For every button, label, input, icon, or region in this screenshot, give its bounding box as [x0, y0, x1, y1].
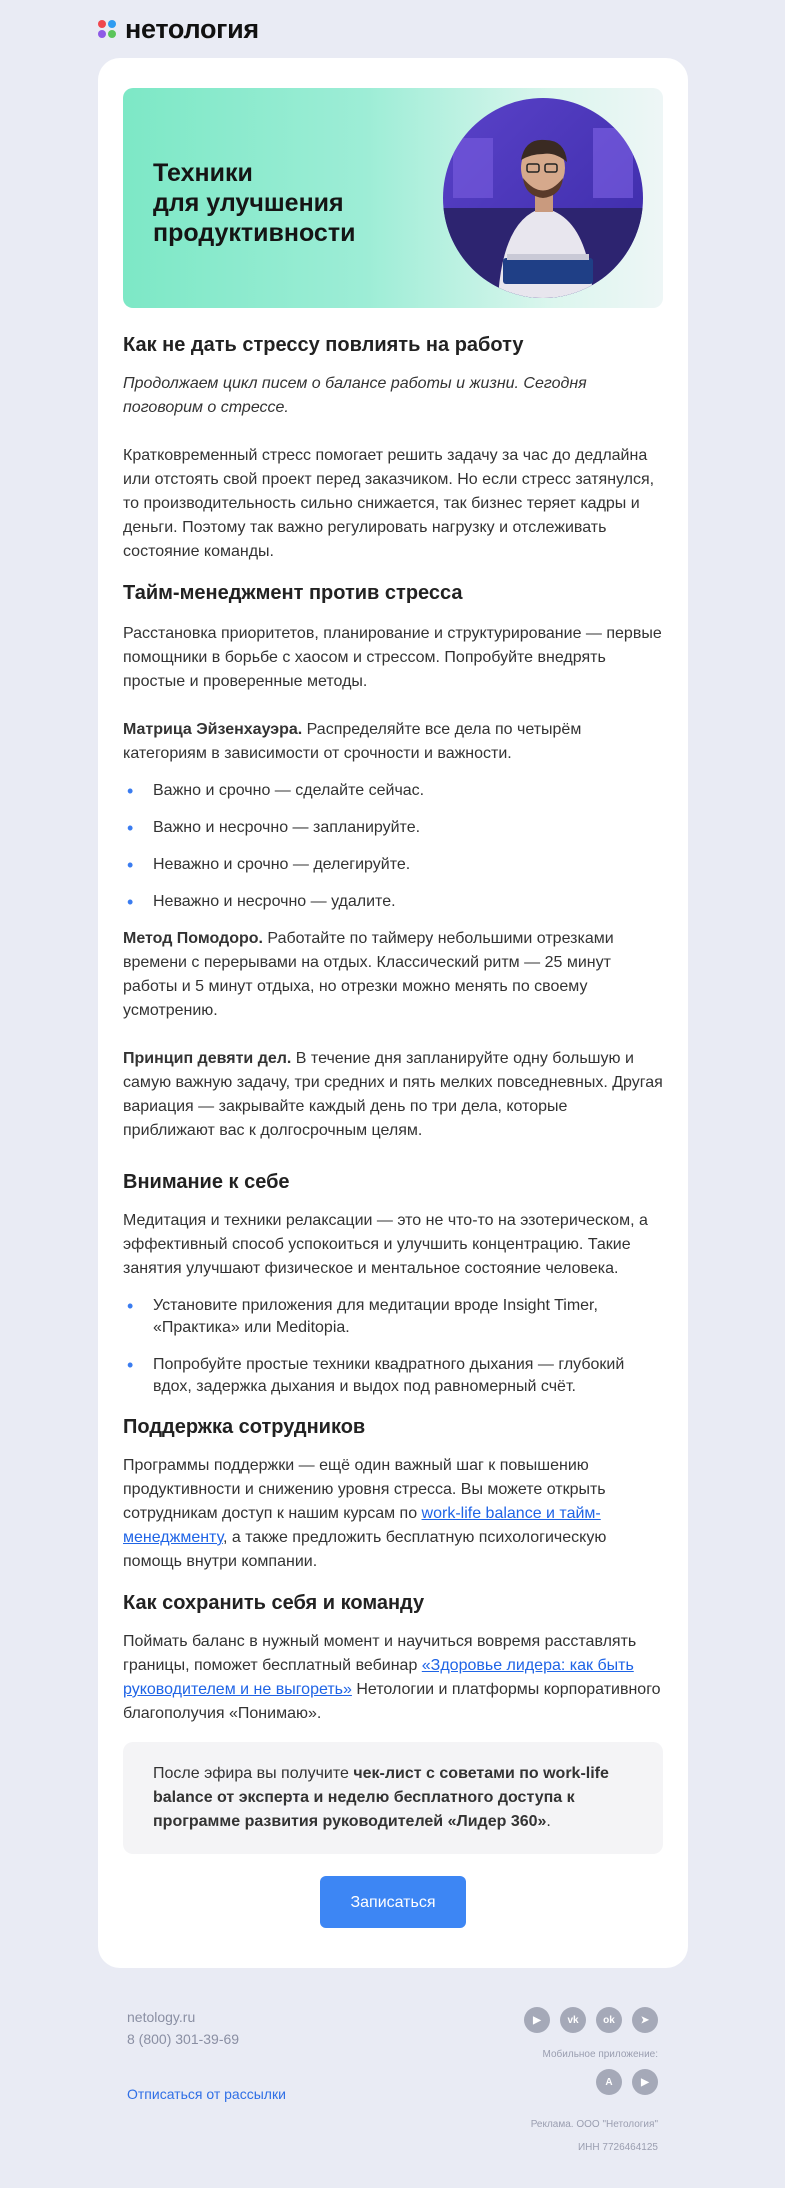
- article-intro: Продолжаем цикл писем о балансе работы и жизни. Сегодня поговорим о стрессе.: [123, 375, 587, 416]
- social-links: [524, 2007, 658, 2033]
- youtube-icon[interactable]: ▶: [524, 2007, 550, 2033]
- bonus-text-end: .: [546, 1813, 551, 1830]
- footer-contacts: [127, 2006, 239, 2050]
- paragraph-self-care: Медитация и техники релаксации — это не что-то на эзотерическом, а эффективный способ успокоиться и улучшить концентрацию. Такие занятия улучшают физическое и ментальное состояние человека.: [123, 1212, 648, 1277]
- section-heading-self-care: Внимание к себе: [123, 1171, 290, 1193]
- paragraph-employee-support: [123, 1454, 663, 1574]
- bonus-info-box: [123, 1742, 663, 1854]
- article-heading: Как не дать стрессу повлиять на работу: [123, 334, 524, 356]
- app-links: [596, 2069, 658, 2095]
- bonus-text-bold: чек-лист с советами по work-life balance от эксперта и неделю бесплатного доступа к программе развития руководителей «Лидер 360»: [153, 1765, 609, 1830]
- list-item: • Важно и несрочно — запланируйте.: [123, 817, 663, 839]
- bonus-text-start: После эфира вы получите: [153, 1765, 354, 1782]
- self-care-list: [123, 1295, 663, 1398]
- list-item: • Установите приложения для медитации вроде Insight Timer, «Практика» или Meditopia.: [123, 1295, 663, 1339]
- footer-site-link[interactable]: netology.ru: [127, 2009, 196, 2025]
- unsubscribe-link[interactable]: Отписаться от рассылки: [127, 2086, 286, 2102]
- courses-link[interactable]: work-life balance и тайм-менеджменту: [123, 1505, 601, 1546]
- register-button[interactable]: Записаться: [320, 1876, 466, 1928]
- odnoklassniki-icon[interactable]: ok: [596, 2007, 622, 2033]
- list-item: • Важно и срочно — сделайте сейчас.: [123, 780, 663, 802]
- eisenhower-paragraph: [123, 718, 663, 766]
- pomodoro-paragraph: [123, 927, 663, 1023]
- eisenhower-title: Матрица Эйзенхауэра.: [123, 721, 303, 738]
- webinar-text-end: Нетологии и платформы корпоративного благополучия «Понимаю».: [123, 1681, 661, 1722]
- support-text-end: , а также предложить бесплатную психологическую помощь внутри компании.: [123, 1529, 607, 1570]
- app-store-icon[interactable]: A: [596, 2069, 622, 2095]
- ad-label: Реклама. ООО "Нетология": [530, 2119, 658, 2130]
- eisenhower-text: Распределяйте все дела по четырём категориям в зависимости от срочности и важности.: [123, 721, 582, 762]
- list-item: • Попробуйте простые техники квадратного дыхания — глубокий вдох, задержка дыхания и выдох под равномерный счёт.: [123, 1354, 663, 1398]
- email-card: [98, 58, 688, 1968]
- nine-tasks-title: Принцип девяти дел.: [123, 1050, 292, 1067]
- logo-mark-icon: [98, 20, 116, 38]
- section-heading-time-management: Тайм-менеджмент против стресса: [123, 582, 463, 604]
- hero-title: Техники для улучшения продуктивности: [153, 159, 356, 247]
- nine-tasks-paragraph: [123, 1047, 663, 1143]
- brand-logo[interactable]: [98, 14, 259, 44]
- webinar-link[interactable]: «Здоровье лидера: как быть руководителем и не выгореть»: [123, 1657, 634, 1698]
- footer-phone[interactable]: 8 (800) 301-39-69: [127, 2031, 240, 2047]
- paragraph-webinar: [123, 1630, 663, 1726]
- pomodoro-text: Работайте по таймеру небольшими отрезками времени с перерывами на отдых. Классический ритм — 25 минут работы и 5 минут отдыха, но отрезки можно менять по своему усмотрению.: [123, 930, 614, 1019]
- mobile-app-label: Мобильное приложение:: [542, 2049, 658, 2060]
- list-item: • Неважно и срочно — делегируйте.: [123, 854, 663, 876]
- brand-name: нетология: [125, 13, 259, 44]
- nine-tasks-text: В течение дня запланируйте одну большую и самую важную задачу, три средних и пять мелких повседневных. Другая вариация — закрывайте каждый день по три дела, которые приближают вас к долгосрочным целям.: [123, 1050, 663, 1139]
- telegram-icon[interactable]: ➤: [632, 2007, 658, 2033]
- google-play-icon[interactable]: ▶: [632, 2069, 658, 2095]
- inn-label: ИНН 7726464125: [577, 2142, 658, 2153]
- vk-icon[interactable]: vk: [560, 2007, 586, 2033]
- support-text-start: Программы поддержки — ещё один важный шаг к повышению продуктивности и снижению уровня стресса. Вы можете открыть сотрудникам доступ к нашим курсам по: [123, 1457, 606, 1522]
- paragraph-short-stress: Кратковременный стресс помогает решить задачу за час до дедлайна или отстоять свой проект перед заказчиком. Но если стресс затянулся, то производительность сильно снижается, так бизнес теряет кадры и деньги. Поэтому так важно регулировать нагрузку и отслеживать состояние команды.: [123, 447, 655, 560]
- email-content: [123, 88, 663, 1928]
- section-heading-employee-support: Поддержка сотрудников: [123, 1416, 366, 1438]
- hero-banner: [123, 88, 663, 308]
- bonus-text: [153, 1762, 633, 1834]
- pomodoro-title: Метод Помодоро.: [123, 930, 263, 947]
- ad-disclaimer: [531, 2113, 658, 2159]
- eisenhower-list: [123, 780, 663, 913]
- paragraph-time-management: Расстановка приоритетов, планирование и структурирование — первые помощники в борьбе с хаосом и стрессом. Попробуйте внедрять простые и проверенные методы.: [123, 625, 662, 690]
- list-item: • Неважно и несрочно — удалите.: [123, 891, 663, 913]
- hero-photo-man-at-laptop: [443, 98, 643, 298]
- webinar-text-start: Поймать баланс в нужный момент и научиться вовремя расставлять границы, поможет бесплатный вебинар: [123, 1633, 637, 1674]
- section-heading-keep-team: Как сохранить себя и команду: [123, 1592, 425, 1614]
